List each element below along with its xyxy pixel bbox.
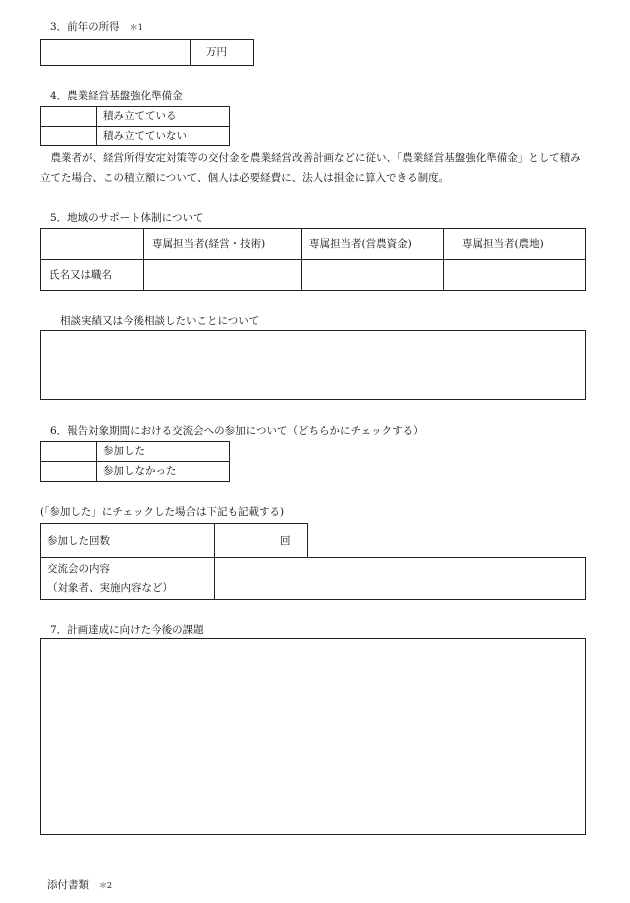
income-divider	[190, 39, 191, 66]
section-6-heading: 6．報告対象期間における交流会への参加について（どちらかにチェックする）	[50, 425, 424, 437]
consult-textarea[interactable]	[40, 330, 586, 400]
row-label-name: 氏名又は職名	[49, 269, 112, 281]
finance-name-input[interactable]	[302, 260, 442, 290]
column-header-finance: 専属担当者(営農資金)	[309, 238, 412, 250]
participation-note: (「参加した」にチェックした場合は下記も記載する)	[40, 506, 285, 518]
content-label: 交流会の内容	[47, 563, 110, 575]
not-participated-checkbox[interactable]	[41, 462, 95, 481]
reserve-no-checkbox[interactable]	[41, 127, 95, 145]
reserve-no-label: 積み立てていない	[103, 130, 187, 142]
income-input[interactable]	[41, 40, 189, 65]
section-4-heading: 4．農業経営基盤強化準備金	[50, 90, 183, 102]
reserve-yes-label: 積み立てている	[103, 110, 177, 122]
count-unit: 回	[280, 535, 291, 547]
income-unit: 万円	[206, 46, 227, 58]
participated-checkbox[interactable]	[41, 442, 95, 460]
section-7-heading: 7．計画達成に向けた今後の課題	[50, 624, 204, 636]
count-input[interactable]	[215, 524, 275, 557]
column-header-management: 専属担当者(経営・技術)	[152, 238, 266, 250]
section-5-heading: 5．地域のサポート体制について	[50, 212, 204, 224]
farmland-name-input[interactable]	[444, 260, 585, 290]
management-name-input[interactable]	[144, 260, 300, 290]
content-sublabel: （対象者、実施内容など）	[47, 582, 173, 594]
footnote-mark-1: ＊1	[129, 23, 143, 32]
not-participated-label: 参加しなかった	[103, 465, 177, 477]
reserve-description: 農業者が、経営所得安定対策等の交付金を農業経営改善計画などに従い、「農業経営基盤強化準備金」として積み立てた場合、この積立額について、個人は必要経費に、法人は損金に算入できる制度。	[40, 152, 581, 184]
content-input[interactable]	[215, 558, 585, 599]
consult-label: 相談実績又は今後相談したいことについて	[60, 315, 260, 327]
issues-textarea[interactable]	[40, 638, 586, 835]
footnote-mark-2: ＊2	[99, 881, 113, 890]
count-label: 参加した回数	[47, 535, 110, 547]
attachments-label: 添付書類 ＊2	[47, 879, 113, 891]
reserve-yes-checkbox[interactable]	[41, 107, 95, 125]
column-header-farmland: 専属担当者(農地)	[462, 238, 544, 250]
section-3-heading: 3．前年の所得 ＊1	[50, 21, 143, 33]
participated-label: 参加した	[103, 445, 145, 457]
